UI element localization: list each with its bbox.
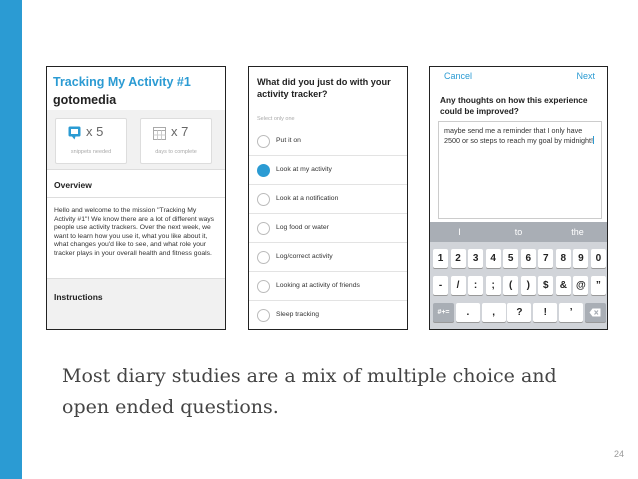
radio-selected-icon[interactable] <box>257 164 270 177</box>
keyboard-row-punctuation <box>433 303 606 322</box>
key[interactable]: ( <box>503 276 518 295</box>
slide-caption: Most diary studies are a mix of multiple choice and open ended questions. <box>62 365 557 418</box>
key[interactable]: @ <box>573 276 588 295</box>
key[interactable]: & <box>556 276 571 295</box>
days-card <box>140 118 212 164</box>
key[interactable]: ” <box>591 276 606 295</box>
suggestion-item[interactable]: I <box>458 227 461 237</box>
page-number: 24 <box>613 449 624 459</box>
option-log-food[interactable] <box>249 215 407 243</box>
overview-heading[interactable]: Overview <box>47 172 225 198</box>
radio-icon[interactable] <box>257 135 270 148</box>
suggestion-item[interactable]: to <box>514 227 523 237</box>
key[interactable]: 8 <box>556 249 571 268</box>
select-hint: Select only one <box>257 116 295 122</box>
instructions-section[interactable] <box>47 278 225 330</box>
radio-icon[interactable] <box>257 280 270 293</box>
radio-icon[interactable] <box>257 309 270 322</box>
key[interactable]: 2 <box>451 249 466 268</box>
chat-bubble-icon <box>68 126 81 140</box>
nav-bar <box>430 67 607 89</box>
keyboard-row-numbers <box>433 249 606 268</box>
key[interactable]: 0 <box>591 249 606 268</box>
key[interactable]: 9 <box>573 249 588 268</box>
option-label: Look at a notification <box>276 195 339 202</box>
symbols-mode-key[interactable]: #+= <box>433 303 454 322</box>
next-button[interactable]: Next <box>576 71 595 81</box>
key[interactable]: 7 <box>538 249 553 268</box>
key[interactable]: ) <box>521 276 536 295</box>
key[interactable]: 1 <box>433 249 448 268</box>
snippets-caption: snippets needed <box>70 149 112 155</box>
suggestion-bar <box>430 222 607 242</box>
option-put-it-on[interactable] <box>249 128 407 156</box>
option-notification[interactable] <box>249 186 407 214</box>
key[interactable]: . <box>456 303 480 322</box>
snippets-count: x 5 <box>86 124 104 139</box>
keyboard <box>430 222 607 330</box>
open-ended-screenshot <box>429 66 608 330</box>
cancel-button[interactable]: Cancel <box>444 71 473 81</box>
calendar-icon <box>153 126 166 140</box>
option-label: Look at my activity <box>276 166 332 173</box>
key[interactable]: 6 <box>521 249 536 268</box>
snippets-card <box>55 118 127 164</box>
question-text: What did you just do with your activity tracker? <box>257 77 391 99</box>
answer-textarea[interactable] <box>438 121 602 219</box>
backspace-icon <box>589 308 601 317</box>
mission-overview-screenshot <box>46 66 226 330</box>
suggestion-item[interactable]: the <box>571 227 584 237</box>
key[interactable]: 5 <box>503 249 518 268</box>
keyboard-row-symbols <box>433 276 606 295</box>
option-label: Put it on <box>276 137 301 144</box>
option-label: Log food or water <box>276 224 329 231</box>
mission-organization: gotomedia <box>53 93 117 107</box>
key[interactable]: , <box>482 303 506 322</box>
overview-text: Hello and welcome to the mission "Tracking My Activity #1"! We know there are a lot of different ways people use activity trackers. Over the next week, we want to learn how you use it, what you like about it, what changes you'd like to see, and what role your tracker plays in your overall health and fitness goals. <box>54 207 215 257</box>
radio-icon[interactable] <box>257 251 270 264</box>
option-label: Looking at activity of friends <box>276 282 360 289</box>
text-cursor <box>593 136 594 144</box>
option-label: Log/correct activity <box>276 253 333 260</box>
key[interactable]: ? <box>507 303 531 322</box>
instructions-heading[interactable]: Instructions <box>54 292 103 302</box>
key[interactable]: 3 <box>468 249 483 268</box>
question-text: Any thoughts on how this experience could be improved? <box>440 95 588 116</box>
days-count: x 7 <box>171 124 189 139</box>
option-log-activity[interactable] <box>249 244 407 272</box>
multiple-choice-screenshot <box>248 66 408 330</box>
key[interactable]: / <box>451 276 466 295</box>
accent-sidebar <box>0 0 22 479</box>
key[interactable]: ; <box>486 276 501 295</box>
option-sleep-tracking[interactable] <box>249 302 407 330</box>
days-caption: days to complete <box>155 149 197 155</box>
key[interactable]: 4 <box>486 249 501 268</box>
mission-stats <box>47 110 225 170</box>
radio-icon[interactable] <box>257 193 270 206</box>
key[interactable]: ’ <box>559 303 583 322</box>
answer-text: maybe send me a reminder that I only have 2500 or so steps to reach my goal by midnight! <box>444 126 594 145</box>
option-look-at-activity[interactable] <box>249 157 407 185</box>
backspace-key[interactable] <box>585 303 606 322</box>
key[interactable]: : <box>468 276 483 295</box>
mission-title: Tracking My Activity #1 <box>53 75 191 89</box>
key[interactable]: $ <box>538 276 553 295</box>
radio-icon[interactable] <box>257 222 270 235</box>
key[interactable]: - <box>433 276 448 295</box>
option-friends-activity[interactable] <box>249 273 407 301</box>
key[interactable]: ! <box>533 303 557 322</box>
option-label: Sleep tracking <box>276 311 320 318</box>
